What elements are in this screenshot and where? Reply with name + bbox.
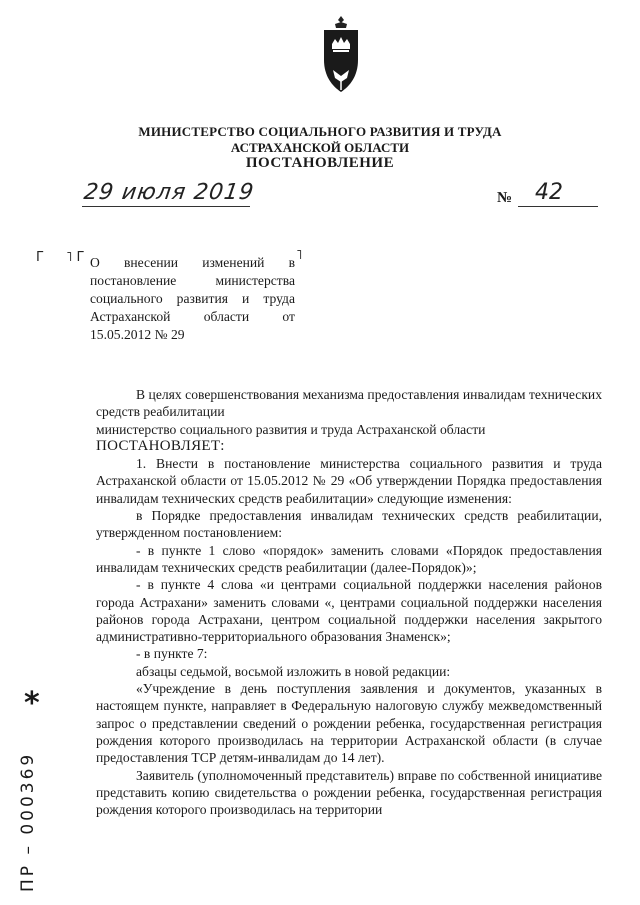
point-1-paragraph: - в пункте 1 слово «порядок» заменить словами «Порядок предоставления инвалидам технических средств реабилитации (далее-Порядок)»; bbox=[96, 542, 602, 575]
resolves-line: ПОСТАНОВЛЯЕТ: bbox=[96, 437, 225, 454]
handwritten-date: 29 июля 2019 bbox=[82, 180, 256, 205]
handwritten-number: 42 bbox=[535, 180, 563, 205]
paragraphs-line: абзацы седьмой, восьмой изложить в новой редакции: bbox=[136, 663, 451, 679]
ministry-name-line-1: МИНИСТЕРСТВО СОЦИАЛЬНОГО РАЗВИТИЯ И ТРУДА bbox=[138, 124, 502, 139]
subject-block: О внесении изменений в постановление министерства социального развития и труда Астраханской области от 15.05.2012 № 29 bbox=[90, 255, 295, 342]
point-7-line: - в пункте 7: bbox=[136, 646, 208, 662]
vertical-form-code: ПР – 000369 bbox=[18, 751, 38, 892]
preamble-paragraph: В целях совершенствования механизма предоставления инвалидам технических средств реабилитации bbox=[96, 387, 602, 420]
document-body bbox=[96, 386, 602, 818]
subject-corner-marks: ˥ Г bbox=[66, 250, 85, 265]
subject-end-corner-mark: ˥ bbox=[296, 248, 303, 263]
clause-1-paragraph: 1. Внести в постановление министерства социального развития и труда Астраханской области от 15.05.2012 № 29 «Об утверждении Порядка предоставления инвалидам технических средств реабилитации» следующие изменения: bbox=[96, 456, 602, 506]
margin-star-mark: * bbox=[24, 686, 40, 721]
left-corner-mark: Г bbox=[36, 250, 44, 265]
issuer-line: министерство социального развития и труда Астраханской области bbox=[96, 421, 486, 437]
document-type-title: ПОСТАНОВЛЕНИЕ bbox=[245, 155, 395, 171]
applicant-paragraph: Заявитель (уполномоченный представитель) вправе по собственной инициативе представить копию свидетельства о рождении ребенка, государственная регистрация рождения которого производилась на территории bbox=[96, 767, 602, 818]
number-underline bbox=[518, 206, 598, 207]
coat-of-arms-emblem bbox=[318, 14, 364, 100]
number-label: № bbox=[497, 190, 513, 206]
date-underline bbox=[82, 206, 250, 207]
point-4-paragraph: - в пункте 4 слова «и центрами социальной поддержки населения районов города Астрахани» заменить словами «, центрами социальной поддержки населения районов города Астрахани, центром социальной поддержки населения закрытого административно-территориального образования Знаменск»; bbox=[96, 577, 602, 645]
procedure-paragraph: в Порядке предоставления инвалидам технических средств реабилитации, утвержденном постановлением: bbox=[96, 508, 602, 541]
ministry-name-line-2: АСТРАХАНСКОЙ ОБЛАСТИ bbox=[230, 140, 410, 155]
institution-paragraph: «Учреждение в день поступления заявления и документов, указанных в настоящем пункте, направляет в Федеральную налоговую службу межведомственный запрос о представлении сведений о рождении ребенка, государственная регистрация рождения которого производилась на территории Астраханской области (в случае предоставления ТСР детям-инвалидам до 14 лет). bbox=[96, 681, 602, 766]
